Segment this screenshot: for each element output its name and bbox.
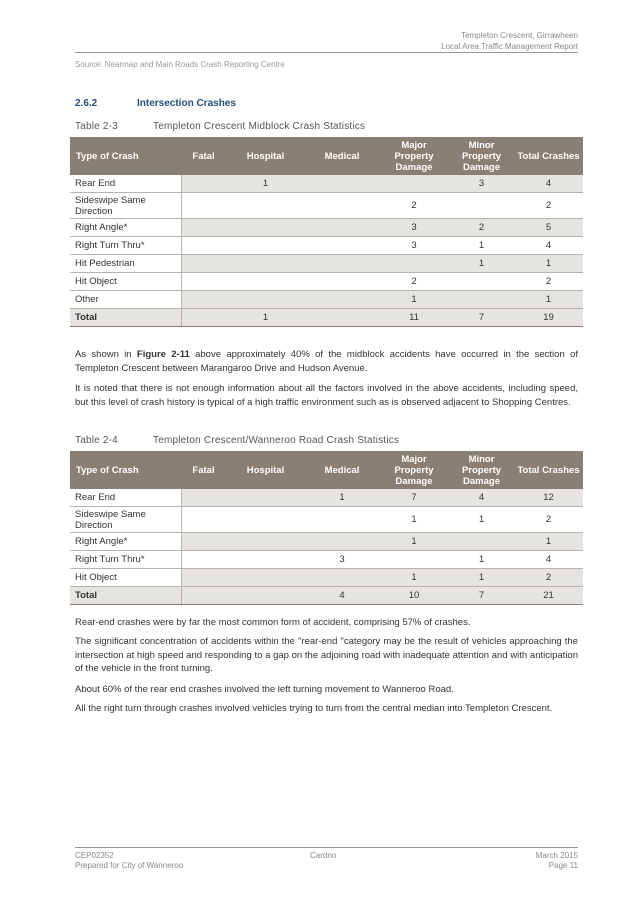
cell-medical [305,219,379,237]
column-header-fatal: Fatal [181,451,226,489]
table2-caption-number: Table 2-4 [75,435,118,446]
cell-fatal [181,273,226,291]
cell-fatal [181,193,226,219]
header-rule [75,52,578,53]
cell-medical [305,193,379,219]
total-fatal [181,309,226,327]
cell-medical [305,291,379,309]
cell-total-crashes: 4 [514,175,583,193]
cell-fatal [181,507,226,533]
total-medical: 4 [305,587,379,605]
row-label: Hit Object [70,569,181,587]
figure-reference-link: Figure 2-11 [136,349,190,360]
paragraph-crash-history: It is noted that there is not enough information about all the factors involved in the above accidents, including speed, but this level of crash history is typical of a high traffic environment such as is observed adjacent to Shopping Centres. [75,383,578,408]
row-label: Rear End [70,489,181,507]
cell-total-crashes: 2 [514,507,583,533]
cell-total-crashes: 4 [514,237,583,255]
column-header-medical: Medical [305,451,379,489]
total-medical [305,309,379,327]
column-header-total-crashes: Total Crashes [514,137,583,175]
cell-minor-property-damage: 1 [449,237,514,255]
column-header-medical: Medical [305,137,379,175]
cell-major-property-damage: 1 [379,507,449,533]
cell-medical: 1 [305,489,379,507]
section-title: Intersection Crashes [137,98,236,109]
table1-caption-number: Table 2-3 [75,121,118,132]
total-major-property-damage: 10 [379,587,449,605]
cell-fatal [181,551,226,569]
running-header [441,30,578,52]
cell-minor-property-damage [449,533,514,551]
cell-major-property-damage [379,551,449,569]
row-label: Rear End [70,175,181,193]
cell-medical [305,255,379,273]
cell-total-crashes: 2 [514,569,583,587]
column-header-minor-property-damage: Minor Property Damage [449,137,514,175]
cell-fatal [181,569,226,587]
total-fatal [181,587,226,605]
row-label: Right Turn Thru* [70,551,181,569]
paragraph-rear-end-summary: Rear-end crashes were by far the most common form of accident, comprising 57% of crashes. [75,617,471,628]
table-row [70,193,583,219]
cell-minor-property-damage [449,193,514,219]
total-minor-property-damage: 7 [449,587,514,605]
column-header-hospital: Hospital [226,451,305,489]
total-label: Total [70,309,181,327]
cell-hospital [226,273,305,291]
cell-minor-property-damage: 1 [449,551,514,569]
footer-left [75,851,183,871]
para1-text-start: As shown in [75,349,137,360]
para1-text-end: above approximately 40% of the midblock accidents have occurred in the section of Templeton Crescent between Marangaroo Drive and Hudson Avenue. [75,349,578,374]
cell-fatal [181,237,226,255]
column-header-major-property-damage: Major Property Damage [379,451,449,489]
cell-minor-property-damage: 1 [449,507,514,533]
cell-major-property-damage: 3 [379,219,449,237]
table-row [70,175,583,193]
cell-medical [305,175,379,193]
table1-caption-title: Templeton Crescent Midblock Crash Statistics [153,121,366,132]
total-total-crashes: 19 [514,309,583,327]
row-label: Sideswipe Same Direction [70,193,181,219]
cell-minor-property-damage: 1 [449,255,514,273]
table-row [70,255,583,273]
cell-hospital [226,551,305,569]
table-row [70,237,583,255]
row-label: Sideswipe Same Direction [70,507,181,533]
cell-fatal [181,255,226,273]
cell-medical: 3 [305,551,379,569]
total-hospital: 1 [226,309,305,327]
table-row [70,489,583,507]
cell-major-property-damage [379,255,449,273]
cell-hospital [226,237,305,255]
header-title: Templeton Crescent, Girrawheen [461,31,578,40]
cell-medical [305,273,379,291]
page-number: Page 11 [548,861,578,870]
cell-medical [305,569,379,587]
cell-medical [305,507,379,533]
footer-company: Cardno [310,851,337,860]
section-heading [75,98,236,109]
column-header-fatal: Fatal [181,137,226,175]
column-header-minor-property-damage: Minor Property Damage [449,451,514,489]
paragraph-figure-reference [75,348,578,375]
cell-fatal [181,489,226,507]
table-row [70,551,583,569]
cell-hospital [226,255,305,273]
table-row [70,569,583,587]
cell-fatal [181,175,226,193]
cell-hospital [226,489,305,507]
prepared-for: Prepared for City of Wanneroo [75,861,184,870]
column-header-total-crashes: Total Crashes [514,451,583,489]
cell-minor-property-damage: 1 [449,569,514,587]
cell-major-property-damage: 3 [379,237,449,255]
paragraph-right-turn: All the right turn through crashes involved vehicles trying to turn from the central median into Templeton Crescent. [75,703,553,714]
cell-major-property-damage: 1 [379,291,449,309]
total-label: Total [70,587,181,605]
table-header-row [70,451,583,489]
total-total-crashes: 21 [514,587,583,605]
table1-caption [75,121,365,132]
column-header-major-property-damage: Major Property Damage [379,137,449,175]
cell-hospital [226,219,305,237]
table2-caption [75,435,399,446]
row-label: Other [70,291,181,309]
cell-medical [305,237,379,255]
cell-major-property-damage: 2 [379,273,449,291]
cell-minor-property-damage: 2 [449,219,514,237]
column-header-type-of-crash: Type of Crash [70,451,181,489]
table-row [70,507,583,533]
cell-total-crashes: 1 [514,255,583,273]
column-header-hospital: Hospital [226,137,305,175]
wanneroo-crash-table [70,451,583,605]
total-row [70,309,583,327]
cell-total-crashes: 4 [514,551,583,569]
report-date: March 2015 [535,851,578,860]
cell-fatal [181,219,226,237]
cell-major-property-damage: 1 [379,533,449,551]
total-hospital [226,587,305,605]
header-subtitle: Local Area Traffic Management Report [441,42,578,51]
cell-fatal [181,533,226,551]
cell-total-crashes: 2 [514,193,583,219]
cell-hospital [226,193,305,219]
cell-hospital [226,507,305,533]
cell-total-crashes: 1 [514,291,583,309]
document-code: CEP02352 [75,851,114,860]
cell-fatal [181,291,226,309]
cell-major-property-damage: 7 [379,489,449,507]
column-header-type-of-crash: Type of Crash [70,137,181,175]
cell-total-crashes: 5 [514,219,583,237]
figure-source-note: Source: Nearmap and Main Roads Crash Reporting Centre [75,60,285,69]
cell-minor-property-damage: 4 [449,489,514,507]
cell-hospital [226,569,305,587]
cell-minor-property-damage: 3 [449,175,514,193]
footer-right [536,851,578,871]
cell-minor-property-damage [449,273,514,291]
section-number: 2.6.2 [75,98,98,109]
table-row [70,219,583,237]
table-row [70,533,583,551]
row-label: Right Angle* [70,533,181,551]
total-minor-property-damage: 7 [449,309,514,327]
cell-medical [305,533,379,551]
cell-total-crashes: 1 [514,533,583,551]
cell-total-crashes: 2 [514,273,583,291]
cell-hospital [226,533,305,551]
cell-major-property-damage: 2 [379,193,449,219]
cell-hospital: 1 [226,175,305,193]
footer-rule [75,847,578,848]
row-label: Hit Object [70,273,181,291]
row-label: Right Turn Thru* [70,237,181,255]
paragraph-left-turn: About 60% of the rear end crashes involved the left turning movement to Wanneroo Road. [75,684,454,695]
paragraph-rear-end-concentration: The significant concentration of accidents within the "rear-end "category may be the result of vehicles approaching the intersection at high speed and responding to a gap on the adjoining road with inadequate attention and with anticipation of the vehicle in the front turning. [75,636,578,674]
table-row [70,291,583,309]
cell-major-property-damage: 1 [379,569,449,587]
row-label: Hit Pedestrian [70,255,181,273]
cell-minor-property-damage [449,291,514,309]
row-label: Right Angle* [70,219,181,237]
table-header-row [70,137,583,175]
table2-caption-title: Templeton Crescent/Wanneroo Road Crash Statistics [153,435,400,446]
table-row [70,273,583,291]
total-row [70,587,583,605]
total-major-property-damage: 11 [379,309,449,327]
midblock-crash-table [70,137,583,327]
cell-hospital [226,291,305,309]
cell-total-crashes: 12 [514,489,583,507]
cell-major-property-damage [379,175,449,193]
